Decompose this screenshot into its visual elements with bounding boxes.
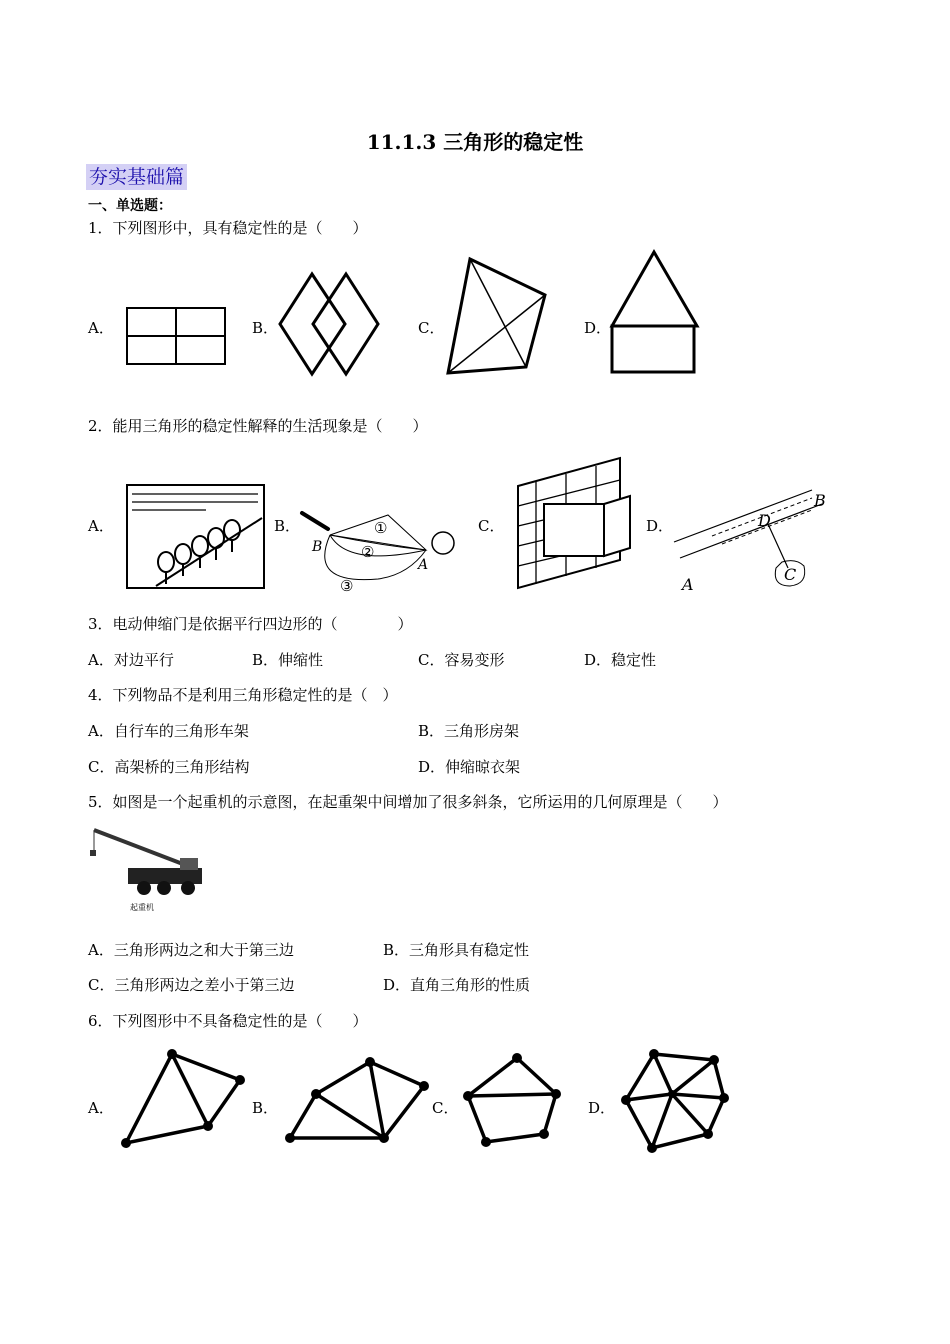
q4-option-d: D．伸缩晾衣架 (418, 758, 521, 776)
q2-figure-b (298, 505, 468, 597)
question-2: 2．能用三角形的稳定性解释的生活现象是（ ） (88, 417, 428, 435)
crane-figure (88, 824, 208, 914)
q2-d-label-C: C (784, 565, 797, 584)
q2-option-b-label: B． (274, 517, 301, 535)
q6-figure-a (120, 1050, 248, 1148)
question-5: 5．如图是一个起重机的示意图，在起重架中间增加了很多斜条，它所运用的几何原理是（ ） (88, 793, 728, 811)
q6-figure-b (286, 1058, 430, 1144)
q1-figure-d (611, 250, 699, 376)
q3-option-a: A．对边平行 (88, 651, 174, 669)
q2-d-label-A: A (682, 575, 694, 594)
q6-option-b-label: B． (252, 1099, 279, 1117)
q6-option-d-label: D． (588, 1099, 616, 1117)
q2-option-a-label: A． (88, 517, 114, 535)
q2-figure-d (672, 486, 832, 592)
question-1: 1．下列图形中，具有稳定性的是（ ） (88, 219, 368, 237)
question-3: 3．电动伸缩门是依据平行四边形的（ ） (88, 615, 413, 633)
subsection-heading: 一、单选题： (88, 198, 172, 214)
q6-option-a-label: A． (88, 1099, 114, 1117)
page-title: 11.1.3 三角形的稳定性 (366, 130, 584, 154)
q2-d-label-D: D (758, 511, 771, 530)
q5-option-b: B．三角形具有稳定性 (383, 941, 530, 959)
q1-option-a-label: A． (88, 319, 114, 337)
q3-option-b: B．伸缩性 (252, 651, 324, 669)
crane-caption: 起重机 (130, 903, 154, 912)
q3-option-c: C．容易变形 (418, 651, 505, 669)
q5-option-d: D．直角三角形的性质 (383, 976, 531, 994)
q2-b-label-3: ③ (340, 577, 354, 595)
q2-b-label-2: ② (361, 543, 375, 561)
q1-figure-a (126, 306, 226, 366)
question-4: 4．下列物品不是利用三角形稳定性的是（ ） (88, 686, 398, 704)
q1-figure-c (446, 257, 548, 375)
section-heading: 夯实基础篇 (86, 164, 187, 190)
q6-figure-d (620, 1048, 730, 1154)
q5-option-a: A．三角形两边之和大于第三边 (88, 941, 294, 959)
q2-figure-a (126, 484, 266, 590)
q4-option-a: A．自行车的三角形车架 (88, 722, 249, 740)
q4-option-c: C．高架桥的三角形结构 (88, 758, 250, 776)
q4-option-b: B．三角形房架 (418, 722, 520, 740)
q1-figure-b (280, 272, 380, 376)
q2-b-label-B: B (312, 539, 323, 555)
q3-option-d: D．稳定性 (584, 651, 657, 669)
q2-d-label-B: B (814, 491, 826, 510)
dog-icon (432, 532, 454, 554)
q6-figure-c (460, 1054, 564, 1150)
q2-b-label-1: ① (374, 519, 388, 537)
q2-option-c-label: C． (478, 517, 505, 535)
q1-option-c-label: C． (418, 319, 445, 337)
q2-option-d-label: D． (646, 517, 674, 535)
q6-option-c-label: C． (432, 1099, 459, 1117)
q1-option-b-label: B． (252, 319, 279, 337)
q5-option-c: C．三角形两边之差小于第三边 (88, 976, 295, 994)
bone-icon (302, 513, 328, 529)
q1-option-d-label: D． (584, 319, 612, 337)
q2-b-label-A: A (418, 557, 429, 573)
q2-figure-c (516, 456, 632, 590)
question-6: 6．下列图形中不具备稳定性的是（ ） (88, 1012, 368, 1030)
